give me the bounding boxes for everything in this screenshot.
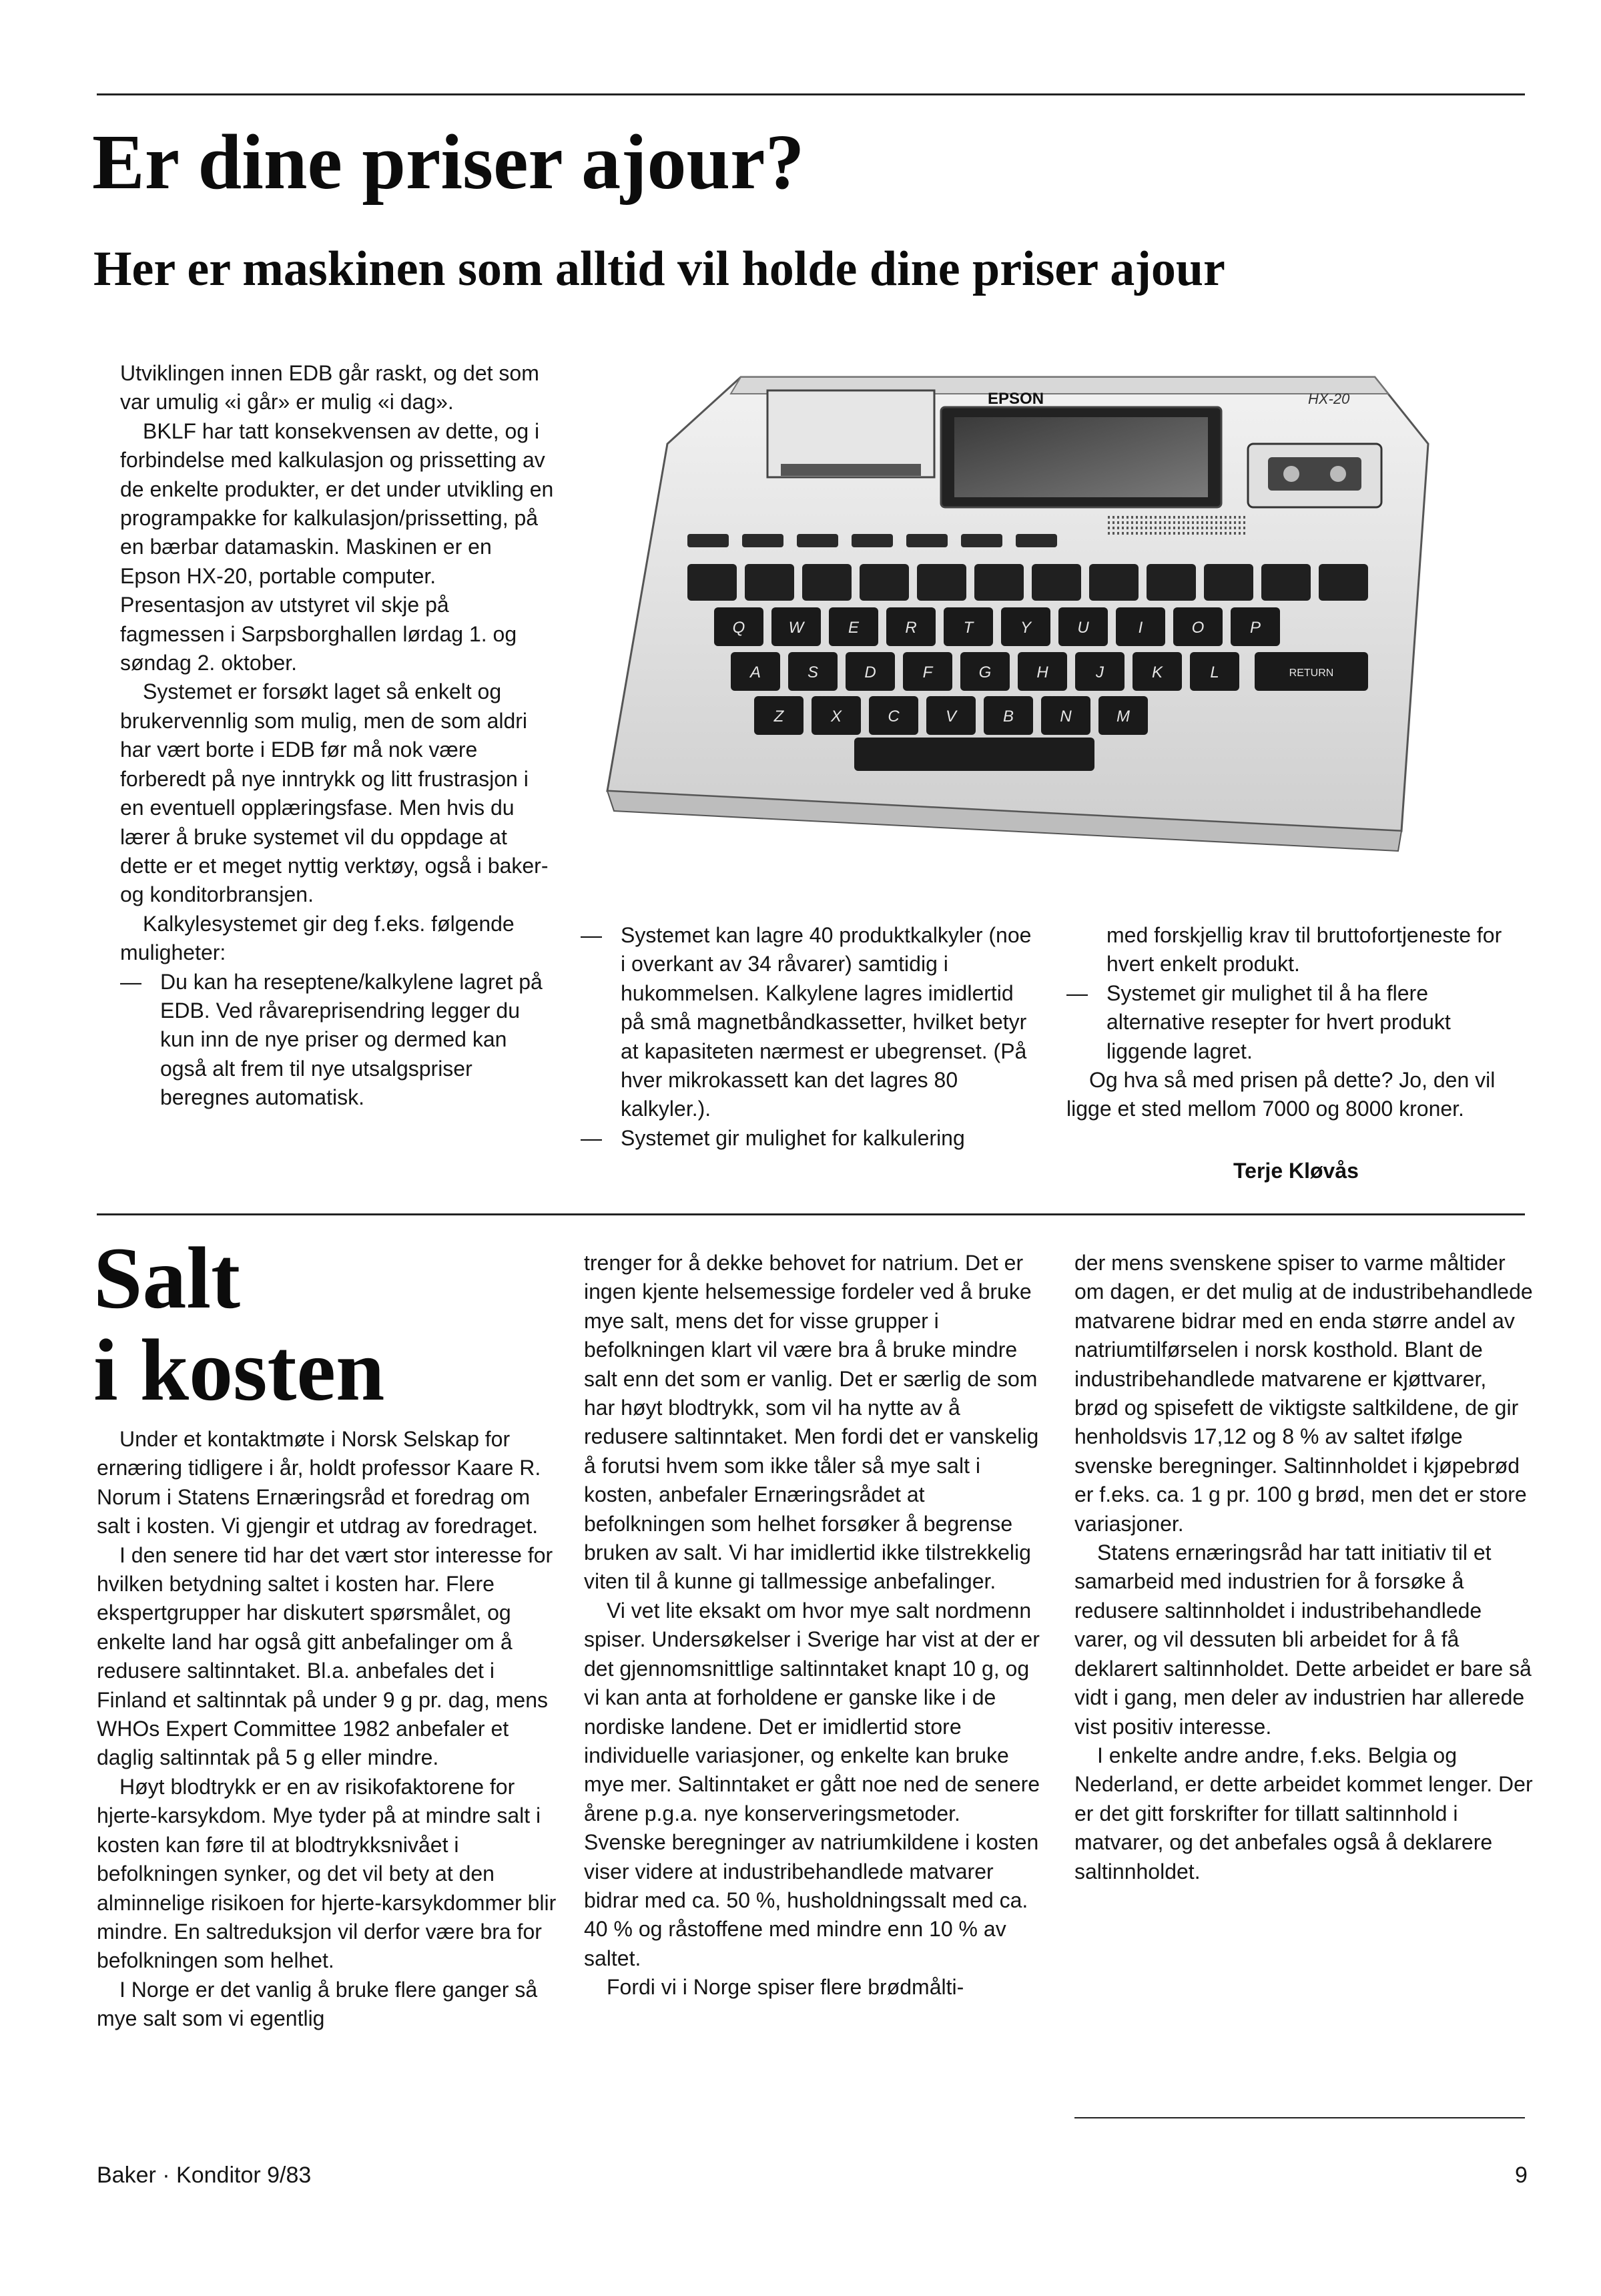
key [1319,564,1368,601]
function-key [687,534,729,547]
paragraph: Systemet er forsøkt laget så enkelt og brukervennlig som mulig, men de som aldri har vært borte i EDB før må nok være forberedt på nye inntrykk og litt frustrasjon i en eventuell opplæringsfase. Men hvis du lærer å bruke systemet vil du oppdage at dette er et meget nyttig verktøy, også i baker- og konditorbransjen. [120,679,549,907]
list-item: — Systemet gir mulighet til å ha flere alternative resepter for hvert produkt liggende lagret. [1066,979,1527,1066]
key [846,652,895,691]
paragraph: der mens svenskene spiser to varme måltider om dagen, er det mulig at de industribehandlede matvarene bidrar med en enda større andel av natriumtilførselen i norsk kosthold. Blant de industribehandlede matvarene er kjøttvarer, brød og spisefett de viktigste saltkildene, de gir henholdsvis 17,12 og 8 % av saltet ifølge svenske beregninger. Saltinnholdet i kjøpebrød er f.eks. ca. 1 g pr. 100 g brød, men det er store variasjoner. [1074,1251,1533,1536]
function-key [906,534,948,547]
model-label: HX-20 [1308,390,1350,407]
key [754,696,804,735]
key [788,652,838,691]
svg-text:F: F [922,663,933,681]
return-key-label: RETURN [1289,667,1334,679]
bullet-list [1066,921,1527,1066]
footer-publication: Baker · Konditor 9/83 [97,2163,312,2188]
svg-text:W: W [788,619,804,637]
key [1116,607,1165,646]
key [812,696,861,735]
key [1089,564,1139,601]
svg-text:E: E [848,619,860,637]
middle-rule [97,1213,1525,1215]
key [714,607,763,646]
article2-column-3 [1074,1249,1535,1886]
svg-text:N: N [1060,707,1072,726]
paragraph: Statens ernæringsråd har tatt initiativ til et samarbeid med industrien for å forsøke å redusere saltinnholdet i industribehandlede varer, og vil dessuten bli arbeidet for å få deklarert saltinnholdet. Dette arbeidet er bare så vidt i gang, men deler av industrien har allerede vist positiv interesse. [1074,1540,1532,1739]
svg-text:X: X [830,707,842,726]
key [926,696,976,735]
key [1018,652,1067,691]
list-item: — Systemet kan lagre 40 produktkalkyler (noe i overkant av 34 råvarer) samtidig i hukommelsen. Kalkylene lagres imidlertid på små magnetbåndkassetter, hvilket betyr at kapasiteten nærmest er ubegrenset. (På hver mikrokassett kan det lagres 80 kalkyler.). [581,921,1041,1124]
svg-text:S: S [807,663,819,681]
svg-text:G: G [978,663,992,681]
key [687,564,737,601]
key [829,607,878,646]
svg-text:K: K [1151,663,1163,681]
key [1058,607,1108,646]
list-item: — Systemet gir mulighet for kalkulering [581,1124,1041,1153]
author-signature: Terje Kløvås [1233,1159,1359,1183]
key [984,696,1033,735]
paragraph: I Norge er det vanlig å bruke flere ganger så mye salt som vi egentlig [97,1977,538,2031]
paragraph: Kalkylesystemet gir deg f.eks. følgende muligheter: [120,911,515,965]
svg-text:L: L [1210,663,1219,681]
key [1041,696,1090,735]
key [869,696,918,735]
svg-text:R: R [905,619,917,637]
brand-label: EPSON [988,390,1044,408]
key [1032,564,1081,601]
svg-text:I: I [1138,619,1143,637]
svg-text:U: U [1077,619,1089,637]
article2-column-1 [97,1425,557,2034]
svg-text:P: P [1249,619,1261,637]
key [771,607,821,646]
paragraph: Høyt blodtrykk er en av risikofaktorene for hjerte-karsykdom. Mye tyder på at mindre salt i kosten kan føre til at blodtrykksnivået i befolkningen synker, og det vil bety at den alminnelige risikoen for hjerte-karsykdommer blir mindre. En saltreduksjon vil derfor være bra for befolkningen som helhet. [97,1774,557,1973]
key [1147,564,1196,601]
svg-text:O: O [1191,619,1205,637]
epson-hx20-photo [587,364,1448,871]
paragraph: Fordi vi i Norge spiser flere brødmålti- [607,1975,964,2000]
list-item: — Du kan ha reseptene/kalkylene lagret på EDB. Ved råvareprisendring legger du kun inn de nye priser og dermed kan også alt frem til nye utsalgspriser beregnes automatisk. [120,968,554,1113]
function-key [742,534,783,547]
paragraph: Og hva så med prisen på dette? Jo, den vil ligge et sted mellom 7000 og 8000 kroner. [1066,1068,1496,1121]
space-bar [854,738,1094,771]
paragraph: Vi vet lite eksakt om hvor mye salt nordmenn spiser. Undersøkelser i Sverige har vist at der er det gjennomsnittlige saltinntaket knapt 10 g, og vi kan anta at forholdene er ganske like i de nordiske landene. Det er imidlertid store individuelle variasjoner, og enkelte kan bruke mye mer. Saltinntaket er gått noe ned de senere årene p.g.a. nye konserveringsmetoder. Svenske beregninger av natriumkildene i kosten viser videre at industribehandlede matvarer bidrar med ca. 50 %, husholdningssalt med ca. 40 % og råstoffene med mindre enn 10 % av saltet. [584,1598,1040,1970]
key [731,652,780,691]
bullet-list [120,968,554,1113]
key [974,564,1024,601]
function-key [797,534,838,547]
svg-text:J: J [1096,663,1104,681]
key [917,564,966,601]
function-key [1016,534,1057,547]
svg-text:B: B [1002,707,1014,726]
svg-text:A: A [749,663,761,681]
key [802,564,852,601]
key [944,607,993,646]
svg-text:T: T [963,619,974,637]
paragraph: I enkelte andre andre, f.eks. Belgia og Nederland, er dette arbeidet kommet lenger. Der er det gitt forskrifter for tillatt saltinnhold i matvarer, og det anbefales også å deklarere saltinnholdet. [1074,1743,1533,1884]
key [1133,652,1182,691]
salt-title-line-1: Salt [93,1229,241,1327]
bottom-rule [1074,2117,1525,2118]
bullet-list [581,921,1041,1153]
svg-text:D: D [864,663,876,681]
article-subtitle: Her er maskinen som alltid vil holde dine priser ajour [93,242,1225,296]
paragraph: trenger for å dekke behovet for natrium. Det er ingen kjente helsemessige fordeler ved å bruke mye salt, mens det for visse grupper i befolkningen klart vil være bra å bruke mindre salt enn det som er vanlig. Det er særlig de som har høyt blodtrykk, som vil ha nytte av å redusere saltinntaket. Men fordi det er vanskelig å forutsi hvem som ikke tåler så mye salt i kosten, anbefaler Ernæringsrådet at befolkningen som helhet forsøker å begrense bruken av salt. Vi har imidlertid ikke tilstrekkelig viten til å kunne gi tallmessige anbefalinger. [584,1251,1039,1594]
key [1231,607,1280,646]
key [886,607,936,646]
article2-column-2 [584,1249,1044,2002]
key [860,564,909,601]
top-rule [97,93,1525,95]
svg-text:H: H [1036,663,1048,681]
list-item: med forskjellig krav til bruttofortjeneste for hvert enkelt produkt. [1106,923,1502,976]
svg-text:C: C [888,707,900,726]
article-title: Er dine priser ajour? [92,118,805,206]
article1-column-2 [581,921,1041,1153]
paragraph: Utviklingen innen EDB går raskt, og det som var umulig «i går» er mulig «i dag». [120,361,539,414]
function-keys [687,534,1057,547]
key [1204,564,1253,601]
paragraph: BKLF har tatt konsekvensen av dette, og i forbindelse med kalkulasjon og prissetting av de enkelte produkter, er det under utvikling en programpakke for kalkulasjon/prissetting, på en bærbar datamaskin. Maskinen er en Epson HX-20, portable computer. Presentasjon av utstyret vil skje på fagmessen i Sarpsborghallen lørdag 1. og søndag 2. oktober. [120,418,554,675]
paragraph: I den senere tid har det vært stor interesse for hvilken betydning saltet i kosten har. Flere ekspertgrupper har diskutert spørsmålet, og enkelte land har også gitt anbefalinger om å redusere saltinntaket. Bl.a. anbefales det i Finland et saltinntak på under 9 g pr. dag, mens WHOs Expert Committee 1982 anbefaler et daglig saltinntak på 5 g eller mindre. [97,1542,553,1770]
article1-column-3 [1066,921,1527,1124]
key [1075,652,1125,691]
key [1261,564,1311,601]
function-key [852,534,893,547]
key [1001,607,1050,646]
svg-text:Z: Z [773,707,784,726]
key [1098,696,1148,735]
key [1190,652,1239,691]
svg-text:V: V [945,707,957,726]
function-key [961,534,1002,547]
key [960,652,1010,691]
computer-illustration [587,364,1448,871]
svg-text:Q: Q [732,619,745,637]
svg-text:Y: Y [1020,619,1032,637]
article1-column-1 [120,359,554,1113]
svg-text:M: M [1116,707,1130,726]
key [1173,607,1223,646]
key [903,652,952,691]
paragraph: Under et kontaktmøte i Norsk Selskap for ernæring tidligere i år, holdt professor Kaare R. Norum i Statens Ernæringsråd et foredrag om salt i kosten. Vi gjengir et utdrag av foredraget. [97,1427,541,1538]
key [745,564,794,601]
page-number: 9 [1515,2163,1528,2188]
salt-title-line-2: i kosten [93,1321,385,1419]
